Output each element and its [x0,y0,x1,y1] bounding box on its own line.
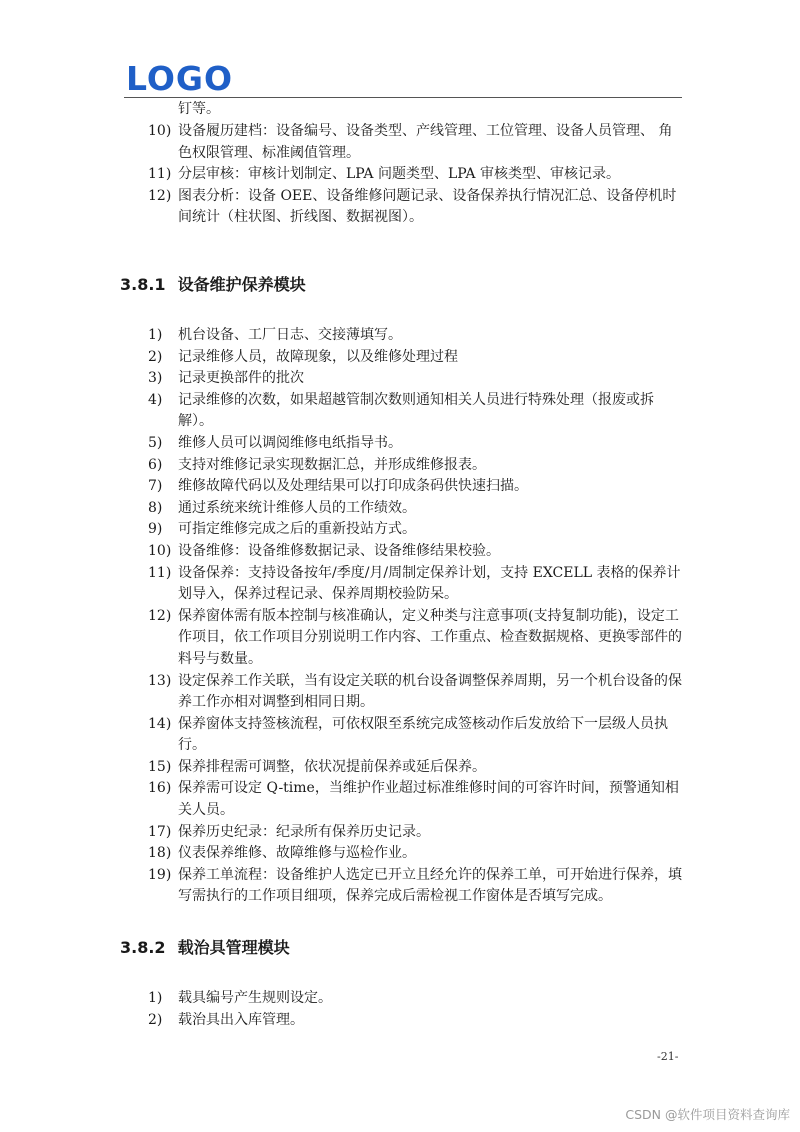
continued-text: 钉等。 [178,101,220,117]
list-item [148,433,682,455]
list-item-number: 6) [148,456,163,473]
list-item-text: 机台设备、工厂日志、交接薄填写。 [178,327,402,343]
page-number: -21- [657,1050,679,1063]
list-item-text: 载治具出入库管理。 [178,1011,304,1028]
list-item-text: 保养历史纪录：纪录所有保养历史记录。 [178,823,430,840]
list-item-text: 维修故障代码以及处理结果可以打印成条码供快速扫描。 [178,478,528,495]
list-item-text: 分层审核：审核计划制定、LPA 问题类型、LPA 审核类型、审核记录。 [178,166,620,183]
section-heading-3-8-1 [120,274,306,296]
list-item-number: 10) [148,542,172,559]
list-item-number: 18) [148,845,172,862]
list-item-text: 图表分析：设备 OEE、设备维修问题记录、设备保养执行情况汇总、设备停机时间统计（柱状图、折线图、数据视图）。 [178,187,677,226]
section-title: 设备维护保养模块 [177,275,306,294]
list-item [148,186,682,229]
list-item [148,390,682,433]
list-item [148,865,682,908]
list-item-number: 4) [148,391,163,408]
list-item [148,476,682,498]
list-item-number: 1) [148,990,163,1006]
list-item-text: 通过系统来统计维修人员的工作绩效。 [178,499,416,516]
list-item-number: 5) [148,434,163,451]
section-number: 3.8.1 [120,275,166,294]
list-item [148,822,682,844]
list-item-number: 3) [148,370,163,387]
list-item-text: 设定保养工作关联，当有设定关联的机台设备调整保养周期，另一个机台设备的保养工作亦相对调整到相同日期。 [178,672,682,711]
list-item-number: 2) [148,348,163,365]
header-divider [124,97,682,98]
list-item-number: 17) [148,823,172,840]
list-item [148,757,682,779]
list-item-number: 10) [148,123,172,139]
list-item-number: 16) [148,780,172,797]
list-item-number: 12) [148,187,172,204]
list-item [148,325,682,347]
list-item [148,519,682,541]
list-item [148,541,682,563]
list-item-text: 保养窗体需有版本控制与核准确认，定义种类与注意事项(支持复制功能)，设定工作项目，依工作项目分别说明工作内容、工作重点、检查数据规格、更换零部件的料号与数量。 [178,607,682,667]
list-item-number: 9) [148,521,163,538]
list-item-number: 2) [148,1011,163,1028]
list-item-number: 19) [148,866,172,883]
list-item-number: 11) [148,564,172,581]
list-item-text: 保养需可设定 Q-time，当维护作业超过标准维修时间的可容许时间，预警通知相关人员。 [178,780,679,819]
list-item [148,843,682,865]
list-item [148,164,682,186]
maintenance-feature-list [148,325,682,908]
list-item-text: 保养排程需可调整，依状况提前保养或延后保养。 [178,758,486,775]
list-item-text: 仪表保养维修、故障维修与巡检作业。 [178,845,416,862]
watermark: CSDN @软件项目资料查询库 [625,1107,790,1122]
list-item-text: 保养窗体支持签核流程，可依权限至系统完成签核动作后发放给下一层级人员执行。 [178,715,668,754]
list-item-text: 维修人员可以调阅维修电纸指导书。 [178,434,402,451]
list-item [148,368,682,390]
list-item-text: 可指定维修完成之后的重新投站方式。 [178,521,416,538]
list-item [148,1010,682,1032]
section-title: 载治具管理模块 [177,938,290,957]
list-item-number: 1) [148,327,163,343]
list-item-number: 14) [148,715,172,732]
list-item-number: 11) [148,166,172,183]
fixture-feature-list [148,988,682,1031]
list-item-text: 设备履历建档：设备编号、设备类型、产线管理、工位管理、设备人员管理、 角色权限管理、标准阈值管理。 [178,123,673,161]
list-item [148,778,682,821]
list-item [148,606,682,671]
list-item-number: 8) [148,499,163,516]
list-item-text: 设备维修：设备维修数据记录、设备维修结果校验。 [178,542,500,559]
list-item-text: 保养工单流程：设备维护人选定已开立且经允许的保养工单，可开始进行保养，填写需执行的工作项目细项，保养完成后需检视工作窗体是否填写完成。 [178,866,682,905]
section-number: 3.8.2 [120,938,166,957]
list-item-number: 15) [148,758,172,775]
logo: LOGO [126,59,234,98]
list-item-text: 记录更换部件的批次 [178,370,304,387]
list-item-number: 13) [148,672,172,689]
list-item [148,671,682,714]
list-item-text: 支持对维修记录实现数据汇总，并形成维修报表。 [178,456,486,473]
list-item [148,563,682,606]
list-item [148,498,682,520]
list-item-text: 载具编号产生规则设定。 [178,990,332,1006]
list-item [148,347,682,369]
list-item [148,455,682,477]
list-item [148,988,682,1010]
list-item-number: 12) [148,607,172,624]
list-item [148,714,682,757]
list-item [148,121,682,164]
list-item-text: 设备保养：支持设备按年/季度/月/周制定保养计划，支持 EXCELL 表格的保养计划导入，保养过程记录、保养周期校验防呆。 [178,564,681,603]
list-item-number: 7) [148,478,163,495]
list-item-text: 记录维修人员，故障现象，以及维修处理过程 [178,348,458,365]
feature-list-top [148,121,682,229]
section-heading-3-8-2 [120,937,290,959]
list-item-text: 记录维修的次数，如果超越管制次数则通知相关人员进行特殊处理（报废或拆解）。 [178,391,654,430]
